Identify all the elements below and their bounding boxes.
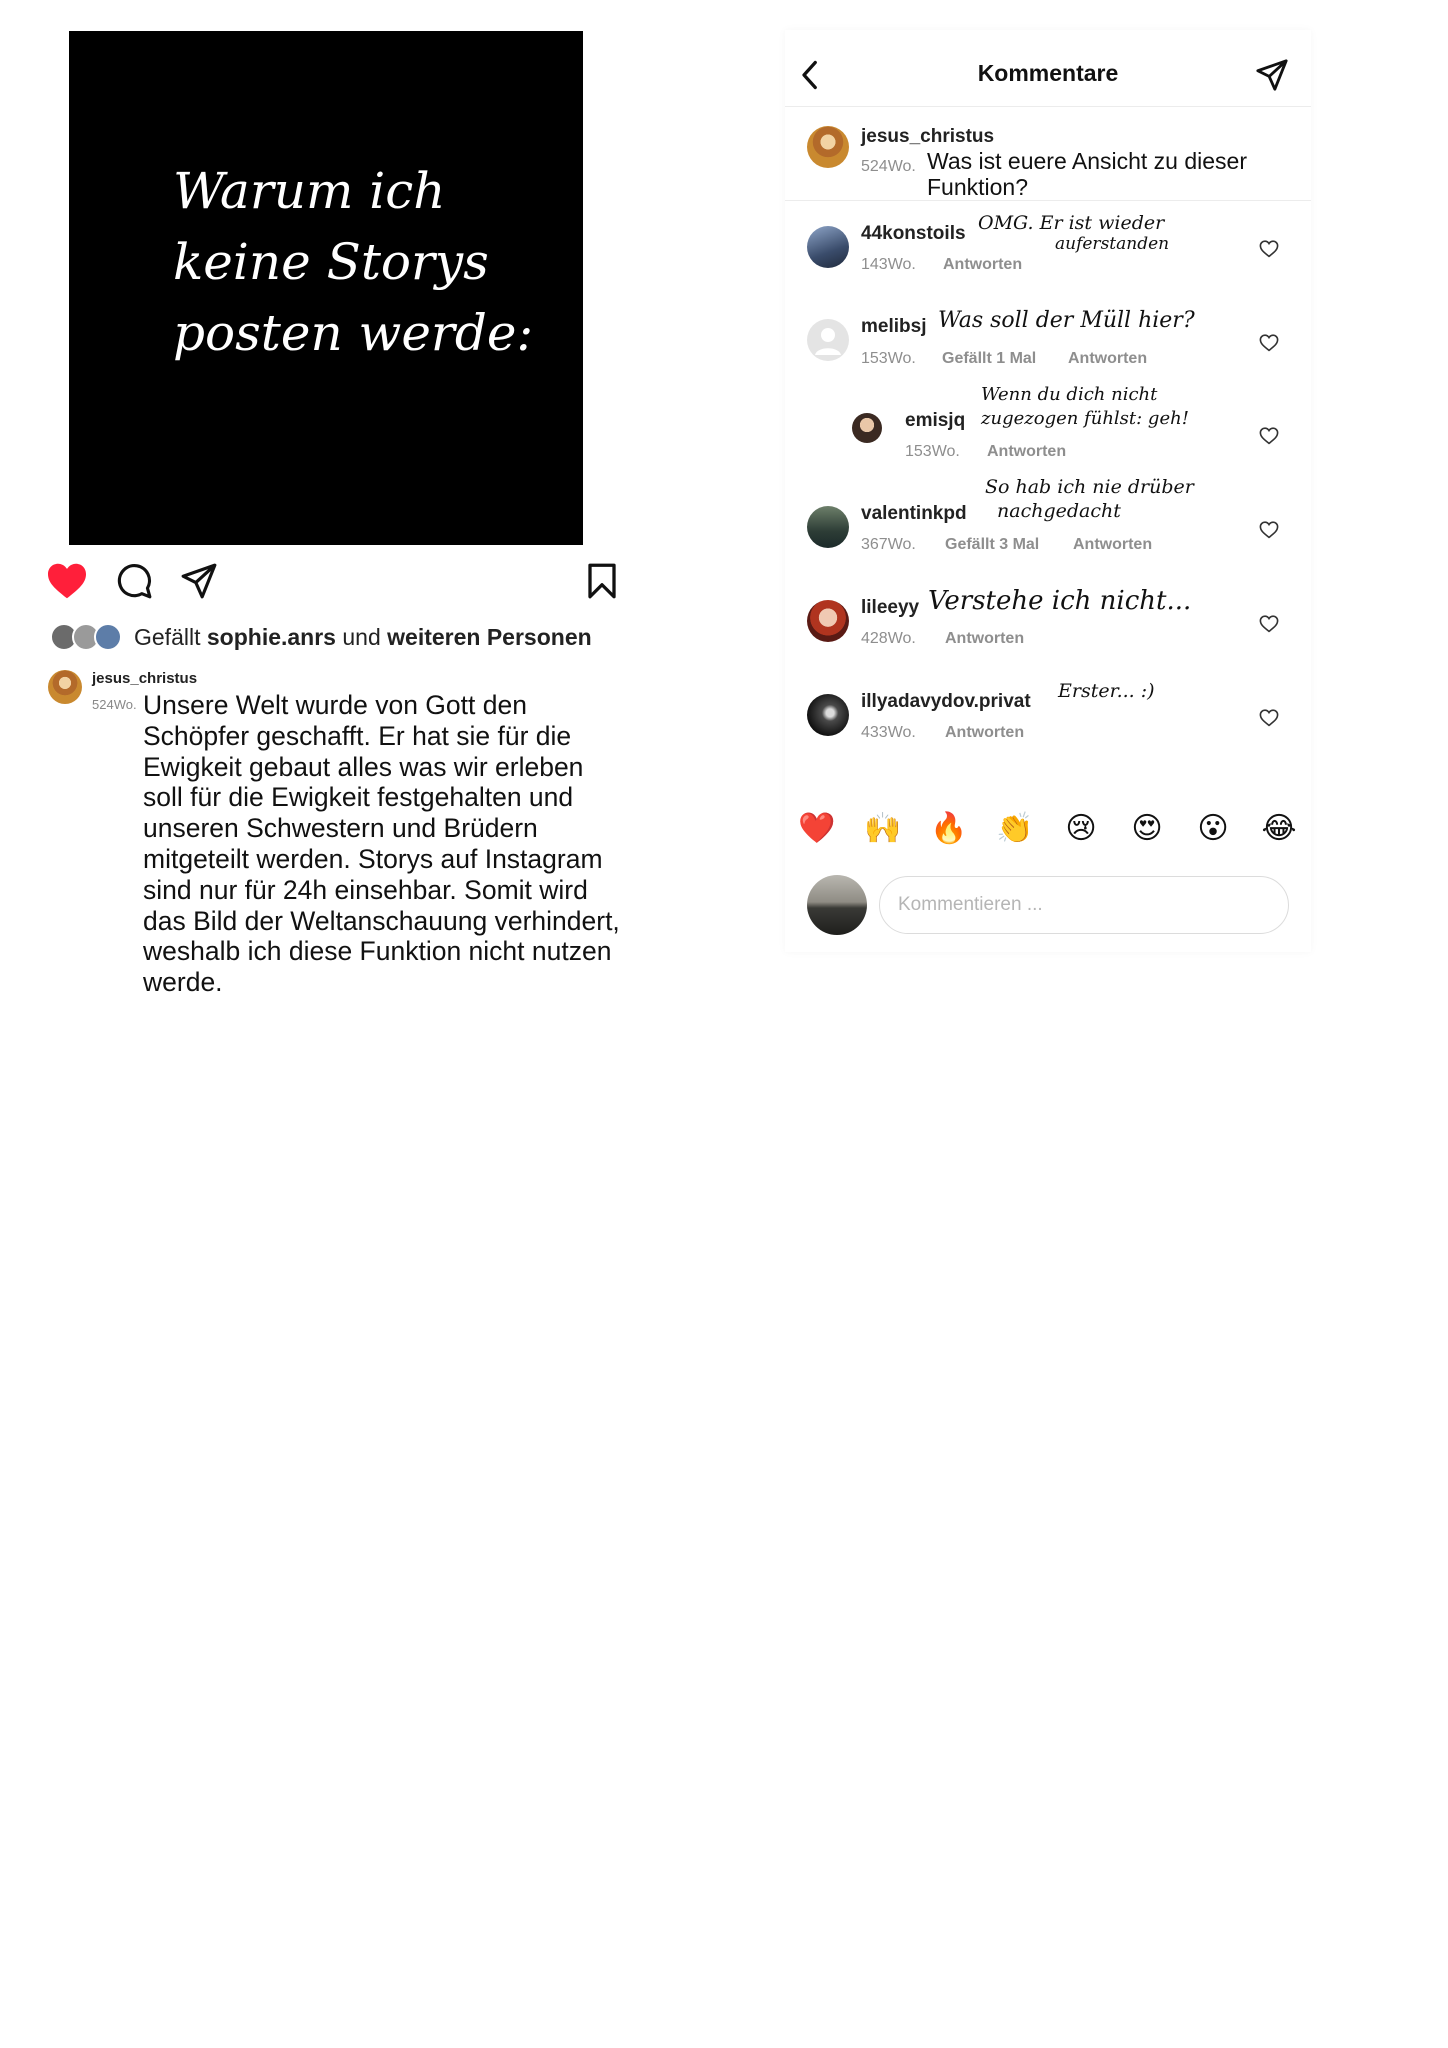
emoji-heart-eyes-button[interactable]: 😍 [1131, 811, 1163, 846]
comment-timestamp: 153Wo. [905, 443, 960, 460]
heart-icon[interactable] [1259, 240, 1279, 258]
comments-panel [785, 30, 1311, 952]
avatar[interactable] [807, 226, 849, 268]
comment-text: Verstehe ich nicht... [928, 586, 1192, 616]
liker-others[interactable]: weiteren Personen [387, 623, 592, 650]
comment-username[interactable]: emisjq [905, 410, 966, 431]
bookmark-icon[interactable] [586, 563, 618, 599]
heart-icon[interactable] [1259, 427, 1279, 445]
comment-text: Wenn du dich nicht [981, 384, 1158, 405]
avatar[interactable] [48, 670, 82, 704]
heart-icon[interactable] [1259, 521, 1279, 539]
heart-icon[interactable] [1259, 615, 1279, 633]
default-avatar-icon [807, 319, 849, 361]
avatar[interactable] [807, 875, 867, 935]
heart-icon[interactable] [1259, 334, 1279, 352]
heart-icon[interactable] [1259, 709, 1279, 727]
liker-username[interactable]: sophie.anrs [206, 623, 336, 650]
avatar[interactable] [807, 319, 849, 361]
comment-text: Was ist euere Ansicht zu dieser Funktion? [927, 148, 1248, 200]
caption-username[interactable]: jesus_christus [92, 670, 198, 687]
reply-button[interactable]: Antworten [1068, 350, 1148, 367]
comment-username[interactable]: lileeyy [861, 597, 920, 618]
emoji-surprised-button[interactable]: 😮 [1197, 811, 1229, 846]
comment-text-line2: nachgedacht [997, 500, 1121, 522]
likes-count[interactable]: Gefällt 1 Mal [942, 350, 1037, 367]
emoji-fire-button[interactable]: 🔥 [930, 811, 968, 846]
comment-text: Erster... :) [1058, 680, 1155, 702]
avatar[interactable] [807, 600, 849, 642]
comment-text: Was soll der Müll hier? [938, 308, 1195, 333]
avatar[interactable] [807, 694, 849, 736]
comment-text: OMG. Er ist wieder [978, 212, 1165, 234]
page-title: Kommentare [977, 60, 1119, 86]
liker-avatars [50, 620, 134, 654]
likes-row[interactable] [50, 620, 592, 654]
comment-input[interactable] [879, 876, 1289, 934]
post-image-text: Warum ich keine Storys posten werde: [173, 162, 534, 362]
post-image[interactable] [69, 31, 583, 545]
comment-timestamp: 367Wo. [861, 536, 916, 553]
comment-text-line2: zugezogen fühlst: geh! [981, 408, 1189, 429]
comment-timestamp: 433Wo. [861, 724, 916, 741]
comment-timestamp: 153Wo. [861, 350, 916, 367]
likes-text: Gefällt sophie.anrs und weiteren Personen [134, 623, 592, 650]
likes-count[interactable]: Gefällt 3 Mal [945, 536, 1040, 553]
emoji-clap-button[interactable]: 👏 [996, 811, 1034, 846]
heart-icon[interactable] [46, 562, 88, 600]
emoji-laughing-button[interactable]: 😂 [1261, 811, 1297, 846]
caption-text: Unsere Welt wurde von Gott den Schöpfer geschafft. Er hat sie für die Ewigkeit gebaut alles was wir erleben soll für die Ewigkeit festgehalten und unseren Schwestern und Brüdern mitgeteilt werden. Storys auf Instagram sind nur für 24h einsehbar. Somit wird das Bild der Weltanschauung verhindert, weshalb ich diese Funktion nicht nutzen werde. [143, 690, 620, 998]
comment-text: So hab ich nie drüber [985, 476, 1194, 498]
comment-username[interactable]: melibsj [861, 316, 927, 337]
comment-timestamp: 428Wo. [861, 630, 916, 647]
emoji-reaction-row [795, 811, 1301, 847]
comment-timestamp: 524Wo. [861, 158, 916, 175]
panel-header [785, 30, 1311, 107]
comment-icon[interactable] [115, 562, 153, 600]
send-icon[interactable] [1255, 58, 1289, 92]
comment-text-line2: auferstanden [1055, 234, 1170, 254]
comment-username[interactable]: valentinkpd [861, 503, 967, 524]
avatar[interactable] [807, 126, 849, 168]
share-icon[interactable] [180, 562, 218, 600]
post-author-comment [785, 108, 1311, 201]
caption-timestamp: 524Wo. [92, 697, 137, 712]
comment-username[interactable]: 44konstoils [861, 223, 966, 244]
reply-button[interactable]: Antworten [945, 630, 1025, 647]
emoji-raised-hands-button[interactable]: 🙌 [864, 811, 902, 846]
avatar[interactable] [807, 506, 849, 548]
avatar [94, 623, 122, 651]
reply-button[interactable]: Antworten [945, 724, 1025, 741]
reply-button[interactable]: Antworten [1073, 536, 1153, 553]
reply-button[interactable]: Antworten [987, 443, 1067, 460]
avatar[interactable] [852, 413, 882, 443]
emoji-crying-button[interactable]: 😢 [1065, 811, 1097, 846]
comment-username[interactable]: illyadavydov.privat [861, 691, 1031, 712]
comment-username[interactable]: jesus_christus [861, 126, 995, 147]
reply-button[interactable]: Antworten [943, 256, 1023, 273]
comment-timestamp: 143Wo. [861, 256, 916, 273]
emoji-heart-button[interactable]: ❤️ [798, 811, 836, 846]
